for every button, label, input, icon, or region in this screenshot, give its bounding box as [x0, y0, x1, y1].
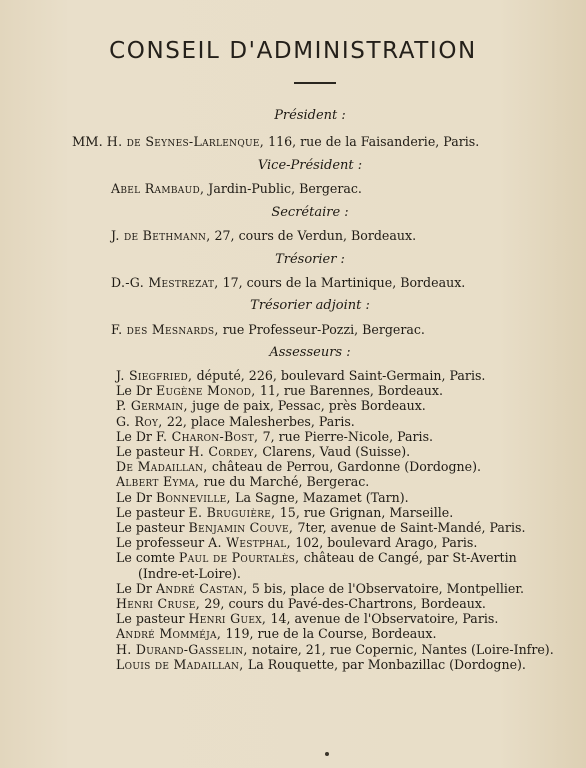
assesseur-name: Albert Eyma, [116, 474, 204, 490]
assesseur-detail: Clarens, Vaud (Suisse). [262, 444, 411, 459]
assesseur-title: Le comte [116, 550, 179, 566]
assesseurs-heading: Assesseurs : [269, 345, 351, 360]
president-entry [72, 134, 479, 150]
assesseur-entry [116, 444, 410, 459]
assesseur-detail: 14, avenue de l'Observatoire, Paris. [270, 611, 499, 627]
assesseur-title: Le pasteur [116, 444, 189, 459]
assesseur-title: Le Dr [116, 428, 156, 444]
assesseur-title: Le Dr [116, 383, 156, 399]
assesseur-entry [116, 414, 355, 429]
tresorier-adjoint-entry [111, 322, 425, 337]
assesseur-name: J. Siegfried, [116, 368, 197, 383]
assesseur-name: H. Cordey, [188, 444, 263, 459]
assesseur-name: André Castan, [155, 580, 252, 596]
assesseur-title: Le pasteur [116, 520, 189, 535]
president-detail: 116, rue de la Faisanderie, Paris. [268, 134, 480, 149]
vice-president-entry [111, 181, 362, 196]
tresorier-name: D.-G. Mestrezat, [111, 275, 219, 290]
assesseur-detail: 29, cours du Pavé-des-Chartrons, Bordeaux. [204, 596, 486, 611]
assesseur-detail: 7, rue Pierre-Nicole, Paris. [262, 428, 434, 444]
assesseur-name: De Madaillan, [116, 459, 212, 475]
assesseur-name: E. Bruguière, [188, 504, 280, 520]
assesseur-name: F. Charon-Bost, [155, 428, 263, 444]
assesseur-name: H. Durand-Gasselin, [116, 641, 253, 657]
assesseur-detail: château de Perrou, Gardonne (Dordogne). [211, 459, 482, 475]
vice-president-heading: Vice-Président : [257, 158, 363, 173]
assesseur-name: G. Roy, [116, 413, 167, 429]
assesseur-detail: rue du Marché, Bergerac. [203, 474, 370, 490]
assesseur-detail: 5 bis, place de l'Observatoire, Montpellier. [251, 580, 525, 596]
assesseur-entry [116, 596, 486, 611]
assesseur-detail: député, 226, boulevard Saint-Germain, Paris. [196, 368, 486, 383]
assesseur-entry [116, 459, 481, 474]
assesseur-name: Benjamin Couve, [188, 520, 298, 535]
vice-president-detail: Jardin-Public, Bergerac. [208, 181, 362, 196]
title-rule [294, 82, 336, 84]
assesseur-detail: 102, boulevard Arago, Paris. [295, 535, 478, 551]
assesseur-name: Henri Guex, [188, 611, 271, 627]
tresorier-heading: Trésorier : [275, 252, 345, 267]
assesseur-entry [116, 474, 369, 489]
page-title: CONSEIL D'ADMINISTRATION [109, 38, 477, 64]
assesseur-name: André Momméja, [116, 626, 226, 642]
assesseur-name: Eugène Monod, [155, 383, 260, 399]
assesseur-entry [116, 657, 526, 672]
vice-president-name: Abel Rambaud, [111, 181, 205, 196]
assesseur-title: Le Dr [116, 580, 156, 596]
secretaire-name: J. de Bethmann, [111, 228, 211, 243]
tresorier-entry [111, 275, 465, 290]
assesseur-entry [116, 626, 437, 641]
secretaire-detail: 27, cours de Verdun, Bordeaux. [214, 228, 417, 243]
assesseur-name: P. Germain, [116, 398, 193, 414]
assesseur-title: Le Dr [116, 489, 156, 505]
assesseur-entry [116, 398, 426, 413]
tresorier-adjoint-heading: Trésorier adjoint : [250, 298, 370, 313]
assesseur-entry [138, 566, 241, 581]
assesseur-detail: (Indre-et-Loire). [138, 565, 241, 581]
assesseur-entry [116, 611, 498, 626]
tresorier-adjoint-name: F. des Mesnards, [111, 322, 219, 337]
assesseur-entry [116, 429, 433, 444]
assesseur-title: Le pasteur [116, 611, 189, 627]
president-prefix: MM. [72, 135, 103, 150]
assesseur-name: Henri Cruse, [116, 596, 205, 611]
assesseur-detail: château de Cangé, par St-Avertin [303, 550, 517, 566]
assesseur-entry [116, 581, 524, 596]
assesseur-entry [116, 368, 485, 383]
assesseur-detail: 119, rue de la Course, Bordeaux. [225, 626, 437, 642]
assesseur-detail: 22, place Malesherbes, Paris. [166, 413, 355, 429]
president-heading: Président : [274, 108, 346, 123]
tresorier-detail: 17, cours de la Martinique, Bordeaux. [222, 275, 466, 290]
assesseur-detail: juge de paix, Pessac, près Bordeaux. [192, 398, 426, 414]
assesseur-name: Bonneville, [155, 489, 236, 505]
assesseur-entry [116, 505, 453, 520]
assesseur-detail: 11, rue Barennes, Bordeaux. [259, 383, 443, 399]
assesseur-title: Le professeur [116, 535, 209, 551]
assesseur-detail: 7ter, avenue de Saint-Mandé, Paris. [297, 520, 526, 535]
assesseur-entry [116, 642, 554, 657]
assesseur-name: Paul de Pourtalès, [178, 550, 304, 566]
assesseur-entry [116, 535, 477, 550]
assesseur-entry [116, 490, 409, 505]
assesseur-detail: La Sagne, Mazamet (Tarn). [235, 489, 409, 505]
assesseur-detail: La Rouquette, par Monbazillac (Dordogne). [247, 656, 526, 672]
assesseur-name: Louis de Madaillan, [116, 656, 248, 672]
assesseur-entry [116, 550, 517, 565]
assesseur-name: A. Westphal, [208, 535, 296, 551]
page-dot [325, 752, 329, 756]
tresorier-adjoint-detail: rue Professeur-Pozzi, Bergerac. [222, 322, 425, 337]
assesseur-entry [116, 520, 525, 535]
secretaire-heading: Secrétaire : [271, 205, 349, 220]
assesseur-title: Le pasteur [116, 504, 189, 520]
assesseur-entry [116, 383, 443, 398]
secretaire-entry [111, 228, 416, 243]
president-name: H. de Seynes-Larlenque, [106, 134, 265, 149]
assesseur-detail: notaire, 21, rue Copernic, Nantes (Loire-Infre). [252, 641, 554, 657]
assesseur-detail: 15, rue Grignan, Marseille. [279, 504, 454, 520]
